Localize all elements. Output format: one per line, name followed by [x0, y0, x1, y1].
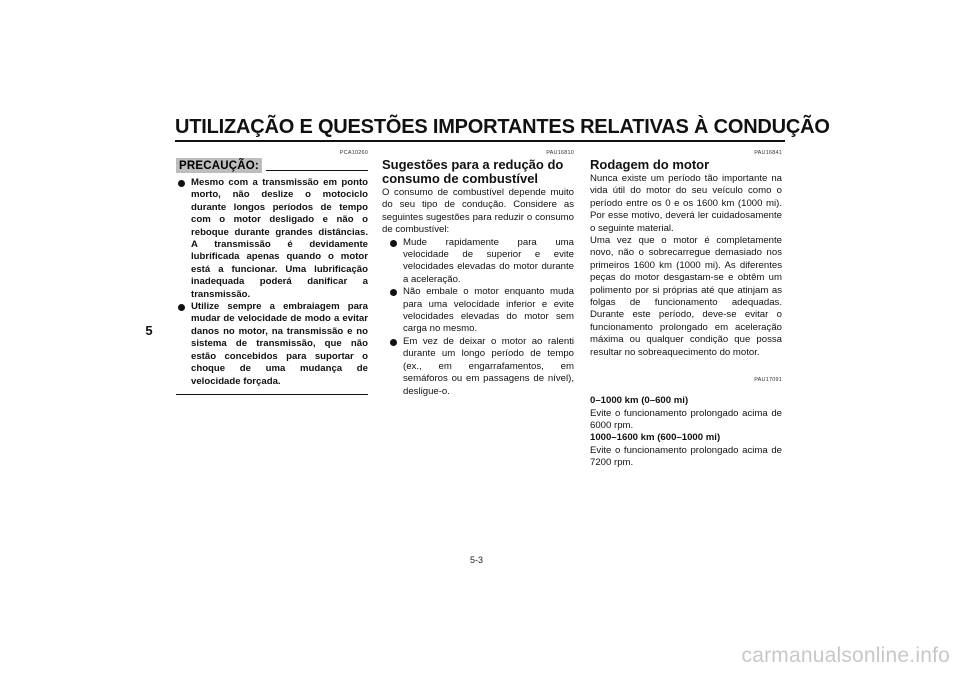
breakin-para-2: Uma vez que o motor é completamente novo, não o sobrecarregue demasiado nos primeiros 1600 km (1000 mi). As diferentes peças do motor desgastam-se e obtêm um polimento por si próprias até que atinjam as folgas de funcionamento adequadas. Durante este período, deve-se evitar o funcionamento prolongado em aceleração máxima ou qualquer condição que possa resultar no sobreaquecimento do motor. [590, 235, 782, 358]
fuel-section [382, 150, 574, 398]
caution-code: PCA10260 [339, 150, 368, 156]
caution-end-rule [176, 394, 368, 395]
stage-1-text: Evite o funcionamento prolongado acima de 6000 rpm. [590, 407, 782, 431]
breakin-section-heading: Rodagem do motor [590, 157, 710, 172]
breakin-section [590, 150, 782, 470]
page-title: UTILIZAÇÃO E QUESTÕES IMPORTANTES RELATIVAS À CONDUÇÃO [175, 116, 830, 138]
fuel-section-heading: Sugestões para a redução do consumo de combustível [382, 157, 564, 186]
chapter-tab: 5 [138, 319, 160, 341]
caution-body [176, 177, 368, 388]
breakin-stage-code: PAU17091 [754, 377, 782, 384]
watermark: carmanualsonline.info [741, 644, 950, 667]
breakin-section-body [590, 173, 782, 359]
fuel-tip: Mude rapidamente para uma velocidade de superior e evite velocidades elevadas do motor durante a aceleração. [388, 237, 574, 287]
stage-2-heading: 1000–1600 km (600–1000 mi) [590, 432, 721, 444]
page-number: 5-3 [470, 555, 484, 565]
breakin-section-code: PAU16841 [754, 150, 782, 156]
fuel-section-code: PAU16810 [546, 150, 574, 156]
fuel-tip: Em vez de deixar o motor ao ralenti durante um longo período de tempo (ex., em engarrafamentos, em semáforos ou em passagens de nível), desligue-o. [388, 336, 574, 398]
caution-column [176, 150, 368, 395]
caution-header [176, 158, 368, 173]
fuel-intro: O consumo de combustível depende muito do seu tipo de condução. Considere as seguintes sugestões para reduzir o consumo de combustível: [382, 187, 574, 236]
stage-2-text: Evite o funcionamento prolongado acima de 7200 rpm. [590, 444, 782, 469]
caution-item: Utilize sempre a embraiagem para mudar de velocidade de modo a evitar danos no motor, na transmissão e no sistema de transmissão, que não estão concebidos para suportar o choque de uma mudança de velocidade forçada. [176, 301, 368, 388]
caution-rule [266, 170, 368, 171]
breakin-para-1: Nunca existe um período tão importante na vida útil do motor do seu veículo como o período entre os 0 e os 1600 km (1000 mi). Por esse motivo, deverá ler cuidadosamente o seguinte material. [590, 173, 782, 234]
fuel-tip: Não embale o motor enquanto muda para uma velocidade inferior e evite velocidades elevadas do motor sem carga no mesmo. [388, 286, 574, 336]
caution-label: PRECAUÇÃO: [176, 158, 262, 173]
title-rule [175, 140, 785, 142]
caution-item: Mesmo com a transmissão em ponto morto, não deslize o motociclo durante longos períodos de tempo com o motor desligado e não o reboque durante grandes distâncias. A transmissão é devidamente lubrificada apenas quando o motor está a funcionar. Uma lubrificação inadequada poderá danificar a transmissão. [176, 177, 368, 301]
fuel-section-body [382, 187, 574, 398]
stage-1-heading: 0–1000 km (0–600 mi) [590, 395, 689, 407]
